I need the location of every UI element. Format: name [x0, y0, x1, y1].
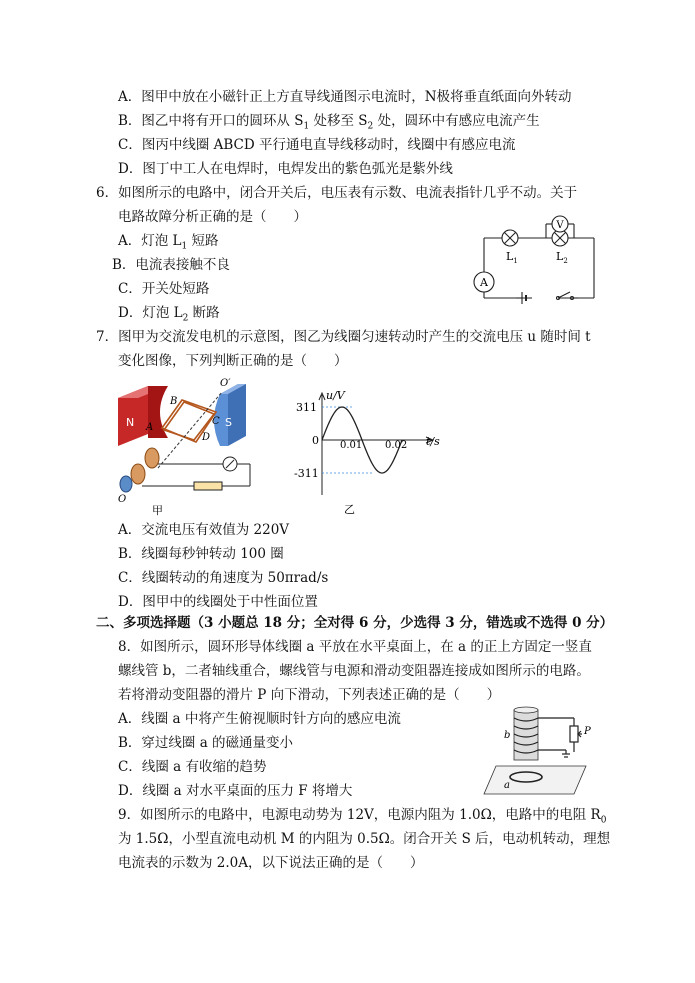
q7-label-d: D — [202, 432, 211, 443]
q6-l2-label: $L_2$ — [556, 250, 568, 265]
q7-ytick-top: 311 — [296, 401, 317, 414]
q7-label-o-prime: O′ — [220, 378, 231, 389]
q9-stem-line3: 电流表的示数为 2.0A，以下说法正确的是（ ） — [118, 855, 424, 871]
q5-option-c: C．图丙中线圈 ABCD 平行通电直导线移动时，线圈中有感应电流 — [118, 137, 516, 153]
q6-ammeter-label: A — [480, 276, 488, 289]
q7-option-d: D．图甲中的线圈处于中性面位置 — [118, 594, 318, 610]
q6-stem-line1: 6．如图所示的电路中，闭合开关后，电压表有示数、电流表指针几乎不动。关于 — [96, 185, 578, 201]
q8-label-p: P — [584, 726, 591, 737]
q6-l1-label: $L_1$ — [506, 250, 518, 265]
q6-circuit-figure — [466, 212, 606, 316]
q6-stem-line2: 电路故障分析正确的是（ ） — [118, 209, 307, 225]
q7-option-a: A．交流电压有效值为 220V — [118, 522, 290, 538]
q8-stem-line1: 8．如图所示，圆环形导体线圈 a 平放在水平桌面上，在 a 的正上方固定一竖直 — [118, 639, 592, 655]
q7-ylabel: u/V — [326, 389, 345, 402]
q7-label-a: A — [146, 422, 154, 433]
q8-solenoid-figure — [478, 704, 598, 800]
q8-option-c: C．线圈 a 有收缩的趋势 — [118, 759, 267, 775]
q7-xtick-2: 0.02 — [385, 440, 408, 451]
q7-magnet-s: S — [225, 416, 232, 429]
q7-stem-line2: 变化图像，下列判断正确的是（ ） — [118, 353, 348, 369]
q8-label-b: b — [504, 730, 511, 741]
section-2-heading: 二、多项选择题（3 小题总 18 分；全对得 6 分，少选得 3 分，错选或不选得 0 分） — [96, 615, 614, 631]
q9-stem-line1: 9．如图所示的电路中，电源电动势为 12V，电源内阻为 1.0Ω，电路中的电阻 $R_0$ — [118, 807, 607, 826]
q8-option-b: B．穿过线圈 a 的磁通量变小 — [118, 735, 294, 751]
q8-option-d: D．线圈 a 对水平桌面的压力 F 将增大 — [118, 783, 353, 799]
q6-voltmeter-label: V — [556, 220, 564, 231]
q7-magnet-n: N — [126, 416, 135, 429]
q8-option-a: A．线圈 a 中将产生俯视顺时针方向的感应电流 — [118, 711, 401, 727]
q6-option-c: C．开关处短路 — [118, 281, 210, 297]
q9-stem-line2: 为 1.5Ω，小型直流电动机 M 的内阻为 0.5Ω。闭合开关 S 后，电动机转动，理想 — [118, 831, 611, 847]
q8-stem-line3: 若将滑动变阻器的滑片 P 向下滑动，下列表述正确的是（ ） — [118, 687, 501, 703]
q5-option-d: D．图丁中工人在电焊时，电焊发出的紫色弧光是紫外线 — [118, 161, 453, 177]
q6-option-a: A．灯泡 $L_1$ 短路 — [118, 233, 219, 252]
q6-option-b: B．电流表接触不良 — [112, 257, 230, 273]
q7-stem-line1: 7．图甲为交流发电机的示意图，图乙为线圈匀速转动时产生的交流电压 u 随时间 t — [96, 329, 591, 345]
q7-label-b: B — [170, 396, 178, 407]
q7-caption-yi: 乙 — [344, 503, 355, 516]
q7-xtick-1: 0.01 — [340, 440, 363, 451]
q7-label-o: O — [118, 494, 127, 505]
q7-option-c: C．线圈转动的角速度为 50πrad/s — [118, 570, 329, 586]
q8-stem-line2: 螺线管 b，二者轴线重合，螺线管与电源和滑动变阻器连接成如图所示的电路。 — [118, 663, 590, 679]
q7-waveform-figure — [292, 385, 452, 517]
q7-generator-figure — [112, 372, 272, 518]
q6-option-d: D．灯泡 $L_2$ 断路 — [118, 305, 220, 324]
q7-label-c: C — [212, 416, 220, 427]
q5-option-a: A．图甲中放在小磁针正上方直导线通图示电流时，N极将垂直纸面向外转动 — [118, 89, 572, 105]
q7-caption-jia: 甲 — [152, 504, 163, 517]
q7-xlabel: t/s — [426, 435, 440, 448]
q7-ytick-bottom: -311 — [294, 467, 319, 480]
q5-option-b: B．图乙中将有开口的圆环从 $S_1$ 处移至 $S_2$ 处，圆环中有感应电流产生 — [118, 113, 540, 132]
q7-origin: 0 — [312, 434, 319, 447]
q8-label-a: a — [504, 780, 510, 791]
q7-option-b: B．线圈每秒钟转动 100 圈 — [118, 546, 284, 562]
